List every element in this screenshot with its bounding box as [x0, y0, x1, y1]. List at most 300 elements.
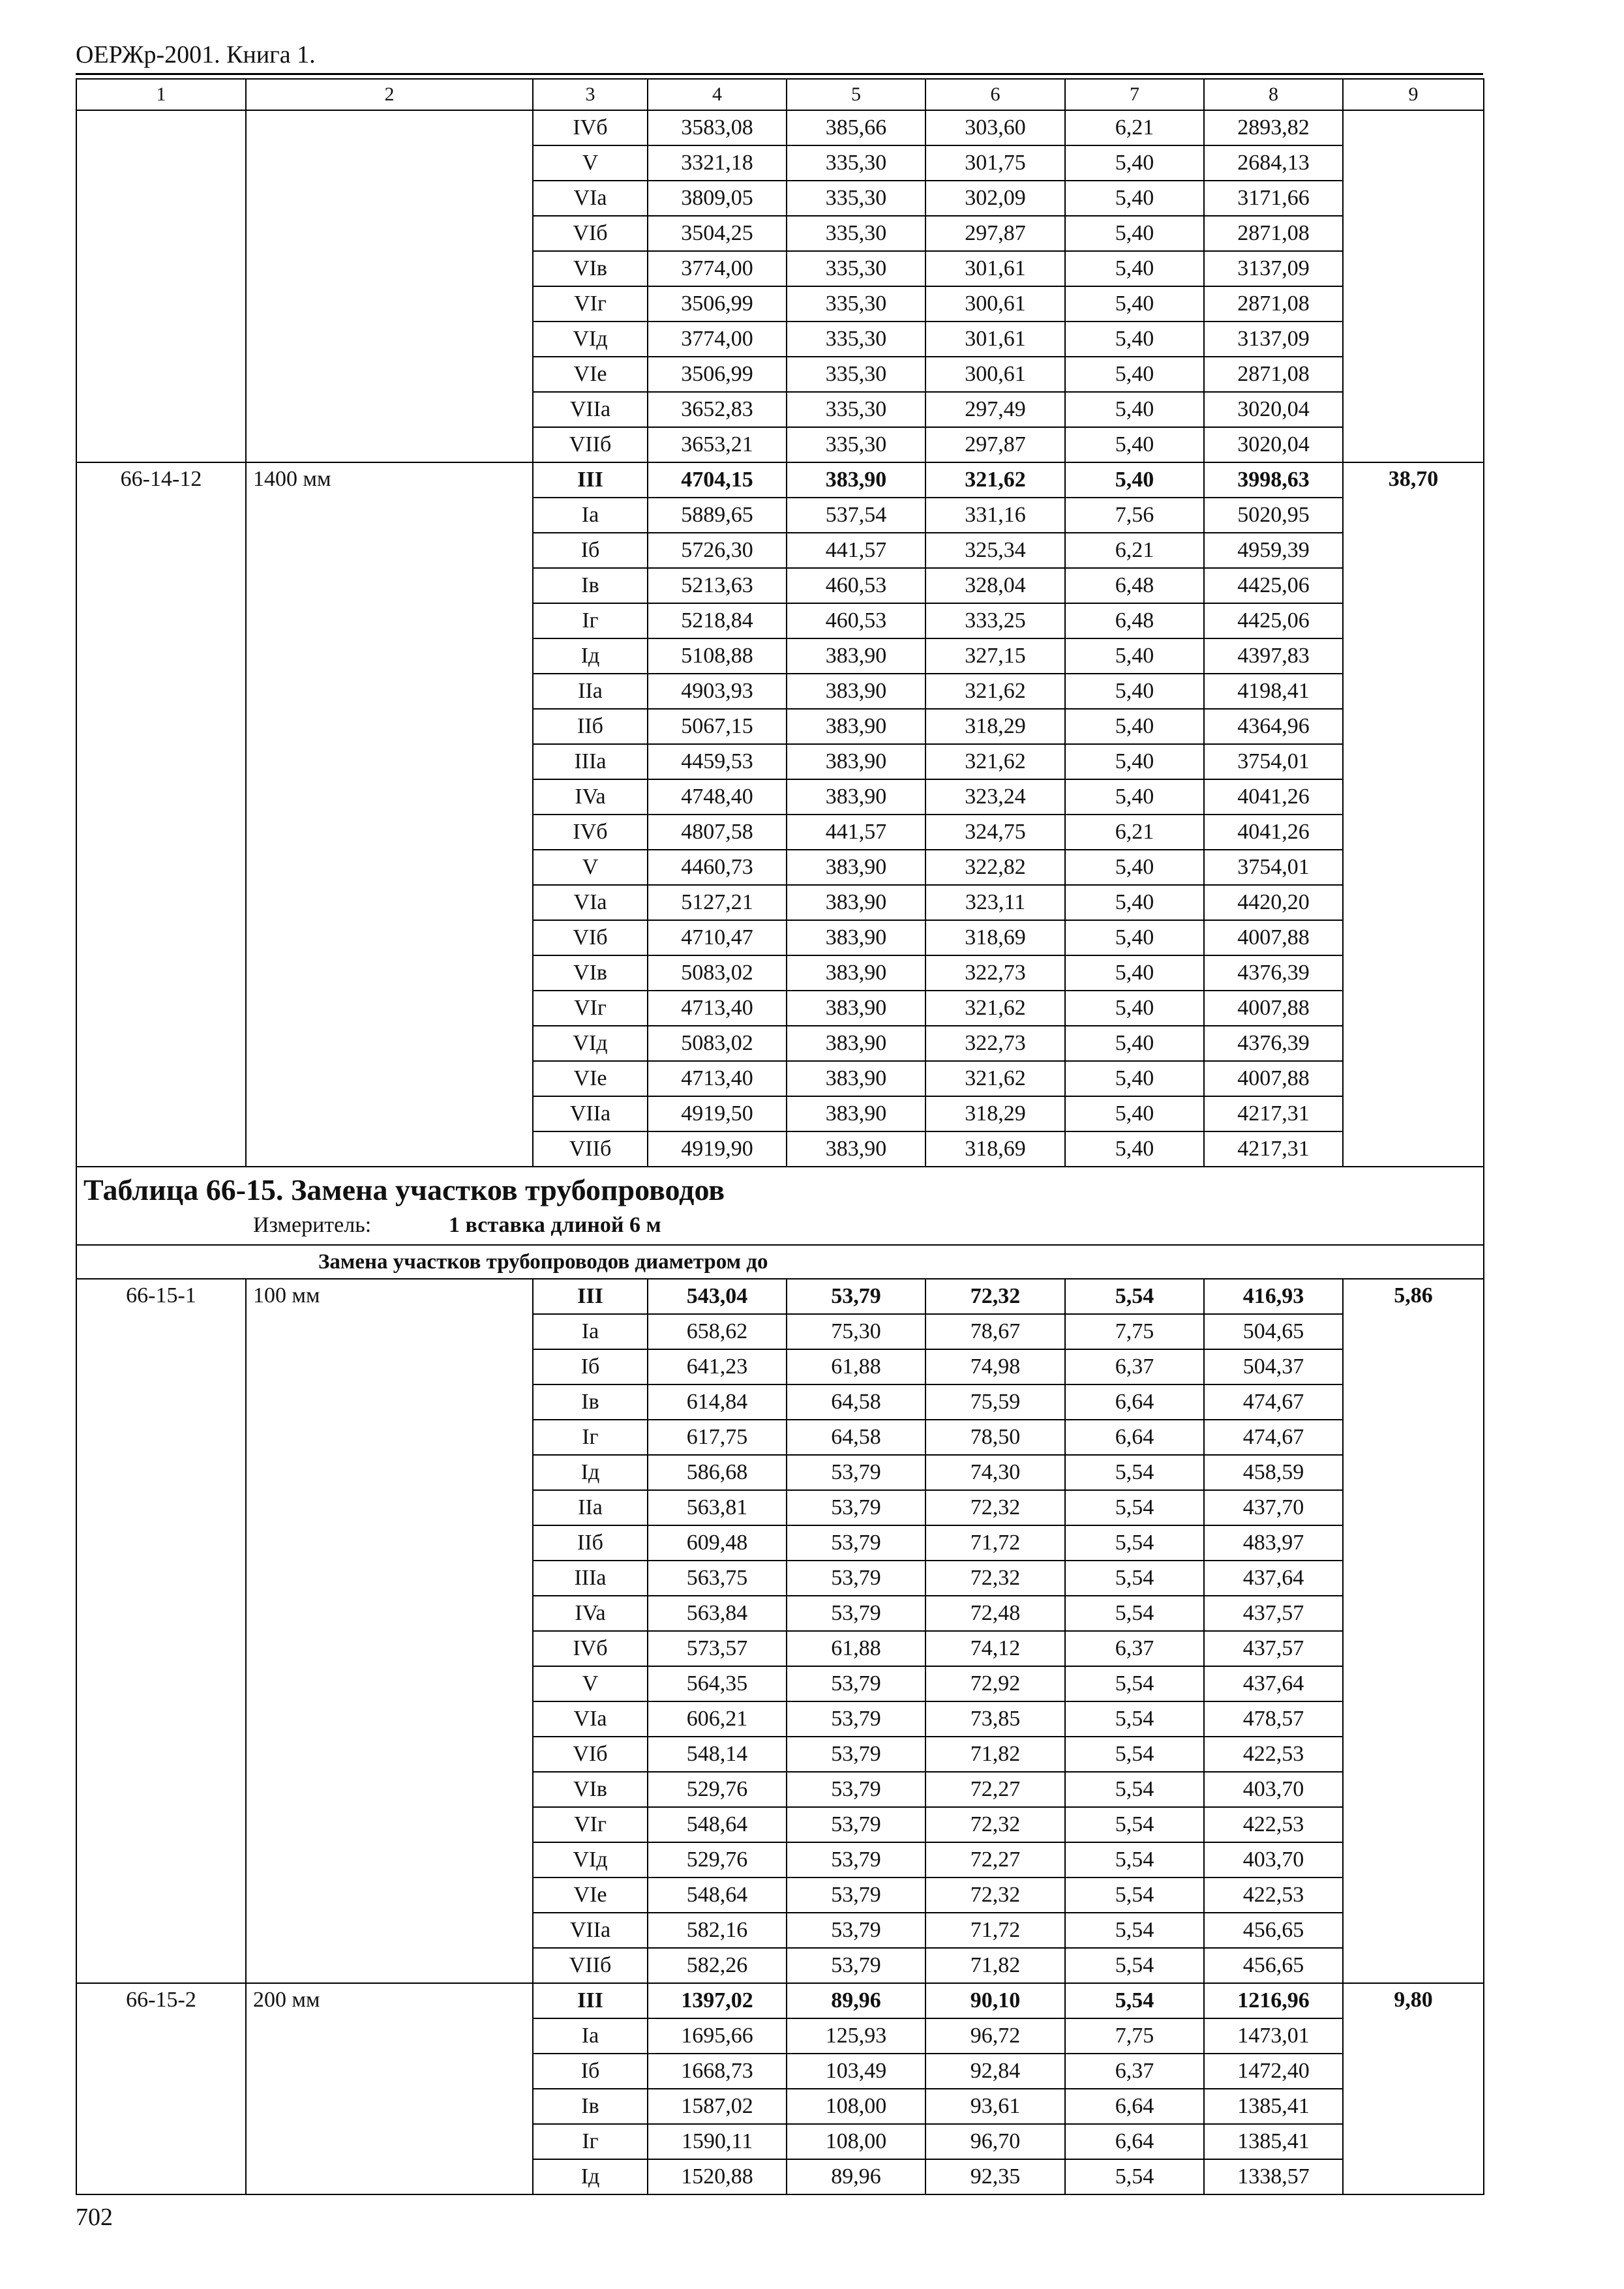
- value-cell: 71,72: [925, 1913, 1065, 1948]
- value-cell: 335,30: [787, 216, 925, 251]
- value-cell: 96,70: [925, 2124, 1065, 2159]
- value-cell: 3998,63: [1204, 462, 1343, 498]
- zone-cell: Iб: [533, 2054, 648, 2089]
- value-cell: 1668,73: [648, 2054, 787, 2089]
- value-cell: 73,85: [925, 1701, 1065, 1737]
- zone-cell: VIд: [533, 322, 648, 357]
- value-cell: 92,35: [925, 2159, 1065, 2194]
- value-cell: 7,75: [1065, 1314, 1204, 1349]
- zone-cell: VIд: [533, 1842, 648, 1878]
- column-number: 3: [533, 79, 648, 110]
- value-cell: 53,79: [787, 1842, 925, 1878]
- value-cell: 5,40: [1065, 744, 1204, 779]
- value-cell: 72,27: [925, 1772, 1065, 1807]
- value-cell: 5,40: [1065, 885, 1204, 920]
- value-cell: 1216,96: [1204, 1983, 1343, 2018]
- table-title-cell: [76, 1167, 1484, 1245]
- work-description: [246, 110, 533, 462]
- value-cell: 456,65: [1204, 1913, 1343, 1948]
- zone-cell: Ia: [533, 1314, 648, 1349]
- value-cell: 93,61: [925, 2089, 1065, 2124]
- value-cell: 89,96: [787, 2159, 925, 2194]
- zone-cell: Iб: [533, 533, 648, 568]
- value-cell: 5,40: [1065, 991, 1204, 1026]
- zone-cell: Iв: [533, 1384, 648, 1420]
- value-cell: 3504,25: [648, 216, 787, 251]
- zone-cell: III: [533, 462, 648, 498]
- table-row: [76, 1279, 1484, 1314]
- value-cell: 4748,40: [648, 779, 787, 815]
- value-cell: 7,75: [1065, 2018, 1204, 2054]
- value-cell: 383,90: [787, 709, 925, 744]
- value-cell: 548,64: [648, 1878, 787, 1913]
- value-cell: 5,40: [1065, 251, 1204, 286]
- measure-value: 1 вставка длиной 6 м: [449, 1213, 661, 1237]
- value-cell: 422,53: [1204, 1878, 1343, 1913]
- value-cell: 71,82: [925, 1737, 1065, 1772]
- column-number: 1: [76, 79, 246, 110]
- zone-cell: VIIб: [533, 1948, 648, 1983]
- value-cell: 53,79: [787, 1913, 925, 1948]
- zone-cell: Ia: [533, 2018, 648, 2054]
- section-subtitle: Замена участков трубопроводов диаметром до: [76, 1245, 1484, 1279]
- value-cell: 92,84: [925, 2054, 1065, 2089]
- value-cell: 383,90: [787, 744, 925, 779]
- value-cell: 658,62: [648, 1314, 787, 1349]
- value-cell: 321,62: [925, 1061, 1065, 1096]
- value-cell: 1473,01: [1204, 2018, 1343, 2054]
- value-cell: 4425,06: [1204, 568, 1343, 603]
- work-description: 1400 мм: [246, 462, 533, 1167]
- zone-cell: IVб: [533, 1631, 648, 1666]
- value-cell: 416,93: [1204, 1279, 1343, 1314]
- value-cell: 582,26: [648, 1948, 787, 1983]
- value-cell: 4919,90: [648, 1131, 787, 1167]
- value-cell: 383,90: [787, 955, 925, 991]
- zone-cell: VIa: [533, 181, 648, 216]
- value-cell: 4710,47: [648, 920, 787, 955]
- zone-cell: VIг: [533, 1807, 648, 1842]
- value-cell: 548,14: [648, 1737, 787, 1772]
- value-cell: 4397,83: [1204, 638, 1343, 674]
- col9-value: 38,70: [1343, 462, 1484, 1167]
- value-cell: 302,09: [925, 181, 1065, 216]
- value-cell: 3321,18: [648, 145, 787, 181]
- value-cell: 2871,08: [1204, 216, 1343, 251]
- value-cell: 5127,21: [648, 885, 787, 920]
- value-cell: 5108,88: [648, 638, 787, 674]
- value-cell: 72,92: [925, 1666, 1065, 1701]
- zone-cell: Iд: [533, 638, 648, 674]
- value-cell: 5,54: [1065, 1701, 1204, 1737]
- value-cell: 548,64: [648, 1807, 787, 1842]
- value-cell: 383,90: [787, 850, 925, 885]
- zone-cell: III: [533, 1983, 648, 2018]
- value-cell: 3137,09: [1204, 251, 1343, 286]
- zone-cell: VIв: [533, 955, 648, 991]
- zone-cell: VIв: [533, 1772, 648, 1807]
- value-cell: 301,61: [925, 251, 1065, 286]
- value-cell: 403,70: [1204, 1842, 1343, 1878]
- value-cell: 641,23: [648, 1349, 787, 1384]
- value-cell: 4704,15: [648, 462, 787, 498]
- value-cell: 3020,04: [1204, 392, 1343, 427]
- zone-cell: IVa: [533, 1596, 648, 1631]
- work-description: 100 мм: [246, 1279, 533, 1983]
- value-cell: 322,82: [925, 850, 1065, 885]
- zone-cell: V: [533, 1666, 648, 1701]
- value-cell: 383,90: [787, 1026, 925, 1061]
- value-cell: 318,69: [925, 1131, 1065, 1167]
- value-cell: 71,72: [925, 1525, 1065, 1561]
- value-cell: 6,21: [1065, 533, 1204, 568]
- zone-cell: Iг: [533, 2124, 648, 2159]
- measure-line: [83, 1209, 1477, 1242]
- value-cell: 323,11: [925, 885, 1065, 920]
- value-cell: 586,68: [648, 1455, 787, 1490]
- value-cell: 5,40: [1065, 1026, 1204, 1061]
- value-cell: 331,16: [925, 498, 1065, 533]
- value-cell: 5,54: [1065, 1666, 1204, 1701]
- rate-code: [76, 110, 246, 462]
- value-cell: 5,54: [1065, 1279, 1204, 1314]
- value-cell: 53,79: [787, 1455, 925, 1490]
- value-cell: 74,98: [925, 1349, 1065, 1384]
- zone-cell: Iв: [533, 568, 648, 603]
- value-cell: 537,54: [787, 498, 925, 533]
- value-cell: 96,72: [925, 2018, 1065, 2054]
- zone-cell: III: [533, 1279, 648, 1314]
- value-cell: 3020,04: [1204, 427, 1343, 462]
- zone-cell: VIIa: [533, 392, 648, 427]
- zone-cell: IIa: [533, 674, 648, 709]
- value-cell: 75,30: [787, 1314, 925, 1349]
- zone-cell: VIб: [533, 216, 648, 251]
- value-cell: 5726,30: [648, 533, 787, 568]
- zone-cell: V: [533, 145, 648, 181]
- column-number: 5: [787, 79, 925, 110]
- value-cell: 335,30: [787, 357, 925, 392]
- value-cell: 1397,02: [648, 1983, 787, 2018]
- measure-label: Измеритель:: [253, 1213, 372, 1237]
- value-cell: 5,54: [1065, 1455, 1204, 1490]
- value-cell: 5,40: [1065, 638, 1204, 674]
- value-cell: 64,58: [787, 1420, 925, 1455]
- col9-value: 5,86: [1343, 1279, 1484, 1983]
- value-cell: 53,79: [787, 1279, 925, 1314]
- value-cell: 108,00: [787, 2089, 925, 2124]
- value-cell: 5,54: [1065, 1878, 1204, 1913]
- value-cell: 5,54: [1065, 1561, 1204, 1596]
- value-cell: 3809,05: [648, 181, 787, 216]
- value-cell: 6,21: [1065, 815, 1204, 850]
- value-cell: 383,90: [787, 991, 925, 1026]
- value-cell: 4217,31: [1204, 1096, 1343, 1131]
- value-cell: 5,40: [1065, 181, 1204, 216]
- value-cell: 5,54: [1065, 1490, 1204, 1525]
- value-cell: 5,40: [1065, 674, 1204, 709]
- value-cell: 6,64: [1065, 1420, 1204, 1455]
- value-cell: 53,79: [787, 1666, 925, 1701]
- column-number: 4: [648, 79, 787, 110]
- value-cell: 4425,06: [1204, 603, 1343, 638]
- value-cell: 5,40: [1065, 920, 1204, 955]
- value-cell: 383,90: [787, 920, 925, 955]
- value-cell: 3137,09: [1204, 322, 1343, 357]
- value-cell: 72,48: [925, 1596, 1065, 1631]
- work-description: 200 мм: [246, 1983, 533, 2194]
- value-cell: 324,75: [925, 815, 1065, 850]
- value-cell: 437,57: [1204, 1631, 1343, 1666]
- value-cell: 456,65: [1204, 1948, 1343, 1983]
- zone-cell: Ia: [533, 498, 648, 533]
- value-cell: 4041,26: [1204, 779, 1343, 815]
- value-cell: 6,64: [1065, 2124, 1204, 2159]
- page-number: 702: [76, 2204, 113, 2231]
- value-cell: 6,48: [1065, 568, 1204, 603]
- value-cell: 318,69: [925, 920, 1065, 955]
- value-cell: 78,67: [925, 1314, 1065, 1349]
- value-cell: 4460,73: [648, 850, 787, 885]
- value-cell: 1338,57: [1204, 2159, 1343, 2194]
- value-cell: 3652,83: [648, 392, 787, 427]
- value-cell: 5,40: [1065, 392, 1204, 427]
- value-cell: 6,21: [1065, 110, 1204, 145]
- value-cell: 335,30: [787, 427, 925, 462]
- value-cell: 5,40: [1065, 955, 1204, 991]
- value-cell: 335,30: [787, 286, 925, 322]
- value-cell: 383,90: [787, 462, 925, 498]
- value-cell: 437,64: [1204, 1561, 1343, 1596]
- zone-cell: Iг: [533, 603, 648, 638]
- value-cell: 301,75: [925, 145, 1065, 181]
- value-cell: 4007,88: [1204, 920, 1343, 955]
- value-cell: 6,37: [1065, 1349, 1204, 1384]
- value-cell: 5,54: [1065, 1913, 1204, 1948]
- value-cell: 5020,95: [1204, 498, 1343, 533]
- value-cell: 385,66: [787, 110, 925, 145]
- value-cell: 3774,00: [648, 251, 787, 286]
- value-cell: 5,40: [1065, 462, 1204, 498]
- value-cell: 125,93: [787, 2018, 925, 2054]
- price-table: [76, 78, 1484, 2195]
- value-cell: 4713,40: [648, 1061, 787, 1096]
- value-cell: 64,58: [787, 1384, 925, 1420]
- zone-cell: VIa: [533, 1701, 648, 1737]
- value-cell: 5083,02: [648, 1026, 787, 1061]
- value-cell: 5,40: [1065, 1061, 1204, 1096]
- value-cell: 4713,40: [648, 991, 787, 1026]
- value-cell: 5,54: [1065, 2159, 1204, 2194]
- value-cell: 5,40: [1065, 1096, 1204, 1131]
- value-cell: 458,59: [1204, 1455, 1343, 1490]
- value-cell: 5,40: [1065, 427, 1204, 462]
- value-cell: 5,54: [1065, 1983, 1204, 2018]
- page-header: ОЕРЖр-2001. Книга 1.: [76, 41, 316, 68]
- value-cell: 2871,08: [1204, 286, 1343, 322]
- zone-cell: Iв: [533, 2089, 648, 2124]
- zone-cell: IVб: [533, 110, 648, 145]
- value-cell: 3774,00: [648, 322, 787, 357]
- value-cell: 5,40: [1065, 779, 1204, 815]
- value-cell: 5,54: [1065, 1948, 1204, 1983]
- zone-cell: IIa: [533, 1490, 648, 1525]
- table-title: Таблица 66-15. Замена участков трубопроводов: [83, 1173, 725, 1206]
- value-cell: 474,67: [1204, 1384, 1343, 1420]
- value-cell: 437,70: [1204, 1490, 1343, 1525]
- value-cell: 504,37: [1204, 1349, 1343, 1384]
- value-cell: 6,37: [1065, 2054, 1204, 2089]
- value-cell: 318,29: [925, 709, 1065, 744]
- value-cell: 4807,58: [648, 815, 787, 850]
- value-cell: 383,90: [787, 885, 925, 920]
- zone-cell: VIe: [533, 357, 648, 392]
- value-cell: 335,30: [787, 251, 925, 286]
- value-cell: 89,96: [787, 1983, 925, 2018]
- value-cell: 108,00: [787, 2124, 925, 2159]
- value-cell: 422,53: [1204, 1737, 1343, 1772]
- zone-cell: IVa: [533, 779, 648, 815]
- rate-code: 66-15-1: [76, 1279, 246, 1983]
- zone-cell: Iг: [533, 1420, 648, 1455]
- rate-code: 66-14-12: [76, 462, 246, 1167]
- value-cell: 72,27: [925, 1842, 1065, 1878]
- value-cell: 325,34: [925, 533, 1065, 568]
- value-cell: 71,82: [925, 1948, 1065, 1983]
- column-number-row: [76, 79, 1484, 110]
- value-cell: 53,79: [787, 1490, 925, 1525]
- value-cell: 529,76: [648, 1772, 787, 1807]
- value-cell: 5,54: [1065, 1525, 1204, 1561]
- value-cell: 5213,63: [648, 568, 787, 603]
- value-cell: 504,65: [1204, 1314, 1343, 1349]
- value-cell: 53,79: [787, 1807, 925, 1842]
- zone-cell: IIIa: [533, 1561, 648, 1596]
- value-cell: 5067,15: [648, 709, 787, 744]
- value-cell: 4376,39: [1204, 1026, 1343, 1061]
- value-cell: 74,12: [925, 1631, 1065, 1666]
- subtitle-row: [76, 1245, 1484, 1279]
- value-cell: 582,16: [648, 1913, 787, 1948]
- value-cell: 78,50: [925, 1420, 1065, 1455]
- value-cell: 3583,08: [648, 110, 787, 145]
- table-row: [76, 1983, 1484, 2018]
- table-row: [76, 462, 1484, 498]
- value-cell: 4420,20: [1204, 885, 1343, 920]
- zone-cell: Iб: [533, 1349, 648, 1384]
- value-cell: 72,32: [925, 1279, 1065, 1314]
- value-cell: 297,87: [925, 216, 1065, 251]
- value-cell: 4041,26: [1204, 815, 1343, 850]
- value-cell: 4007,88: [1204, 991, 1343, 1026]
- zone-cell: Iд: [533, 2159, 648, 2194]
- zone-cell: VIIб: [533, 427, 648, 462]
- value-cell: 6,64: [1065, 2089, 1204, 2124]
- zone-cell: V: [533, 850, 648, 885]
- value-cell: 297,87: [925, 427, 1065, 462]
- value-cell: 2893,82: [1204, 110, 1343, 145]
- value-cell: 3754,01: [1204, 744, 1343, 779]
- value-cell: 3754,01: [1204, 850, 1343, 885]
- value-cell: 333,25: [925, 603, 1065, 638]
- col9-value: 9,80: [1343, 1983, 1484, 2194]
- value-cell: 441,57: [787, 533, 925, 568]
- value-cell: 4959,39: [1204, 533, 1343, 568]
- price-table-body: [76, 79, 1484, 2194]
- value-cell: 4217,31: [1204, 1131, 1343, 1167]
- value-cell: 564,35: [648, 1666, 787, 1701]
- value-cell: 5889,65: [648, 498, 787, 533]
- column-number: 6: [925, 79, 1065, 110]
- value-cell: 335,30: [787, 181, 925, 216]
- column-number: 2: [246, 79, 533, 110]
- value-cell: 5,40: [1065, 286, 1204, 322]
- value-cell: 383,90: [787, 779, 925, 815]
- value-cell: 74,30: [925, 1455, 1065, 1490]
- value-cell: 2871,08: [1204, 357, 1343, 392]
- value-cell: 53,79: [787, 1596, 925, 1631]
- value-cell: 335,30: [787, 145, 925, 181]
- value-cell: 5,40: [1065, 216, 1204, 251]
- value-cell: 3506,99: [648, 286, 787, 322]
- value-cell: 327,15: [925, 638, 1065, 674]
- value-cell: 3506,99: [648, 357, 787, 392]
- value-cell: 323,24: [925, 779, 1065, 815]
- value-cell: 383,90: [787, 1131, 925, 1167]
- value-cell: 1695,66: [648, 2018, 787, 2054]
- value-cell: 563,75: [648, 1561, 787, 1596]
- value-cell: 5,54: [1065, 1842, 1204, 1878]
- value-cell: 5,54: [1065, 1772, 1204, 1807]
- value-cell: 383,90: [787, 1061, 925, 1096]
- value-cell: 5,54: [1065, 1807, 1204, 1842]
- value-cell: 5,54: [1065, 1596, 1204, 1631]
- value-cell: 53,79: [787, 1737, 925, 1772]
- value-cell: 1590,11: [648, 2124, 787, 2159]
- value-cell: 322,73: [925, 1026, 1065, 1061]
- value-cell: 4364,96: [1204, 709, 1343, 744]
- value-cell: 7,56: [1065, 498, 1204, 533]
- value-cell: 301,61: [925, 322, 1065, 357]
- value-cell: 3171,66: [1204, 181, 1343, 216]
- value-cell: 6,64: [1065, 1384, 1204, 1420]
- header-rule: [76, 73, 1483, 75]
- col9-value: [1343, 110, 1484, 462]
- value-cell: 383,90: [787, 674, 925, 709]
- value-cell: 61,88: [787, 1631, 925, 1666]
- value-cell: 321,62: [925, 744, 1065, 779]
- value-cell: 460,53: [787, 568, 925, 603]
- zone-cell: VIa: [533, 885, 648, 920]
- value-cell: 72,32: [925, 1807, 1065, 1842]
- value-cell: 543,04: [648, 1279, 787, 1314]
- zone-cell: VIб: [533, 920, 648, 955]
- value-cell: 614,84: [648, 1384, 787, 1420]
- column-number: 8: [1204, 79, 1343, 110]
- value-cell: 75,59: [925, 1384, 1065, 1420]
- value-cell: 53,79: [787, 1701, 925, 1737]
- value-cell: 5,40: [1065, 145, 1204, 181]
- value-cell: 563,84: [648, 1596, 787, 1631]
- value-cell: 103,49: [787, 2054, 925, 2089]
- zone-cell: VIIa: [533, 1913, 648, 1948]
- zone-cell: IVб: [533, 815, 648, 850]
- value-cell: 437,57: [1204, 1596, 1343, 1631]
- value-cell: 606,21: [648, 1701, 787, 1737]
- value-cell: 3653,21: [648, 427, 787, 462]
- value-cell: 1472,40: [1204, 2054, 1343, 2089]
- value-cell: 1587,02: [648, 2089, 787, 2124]
